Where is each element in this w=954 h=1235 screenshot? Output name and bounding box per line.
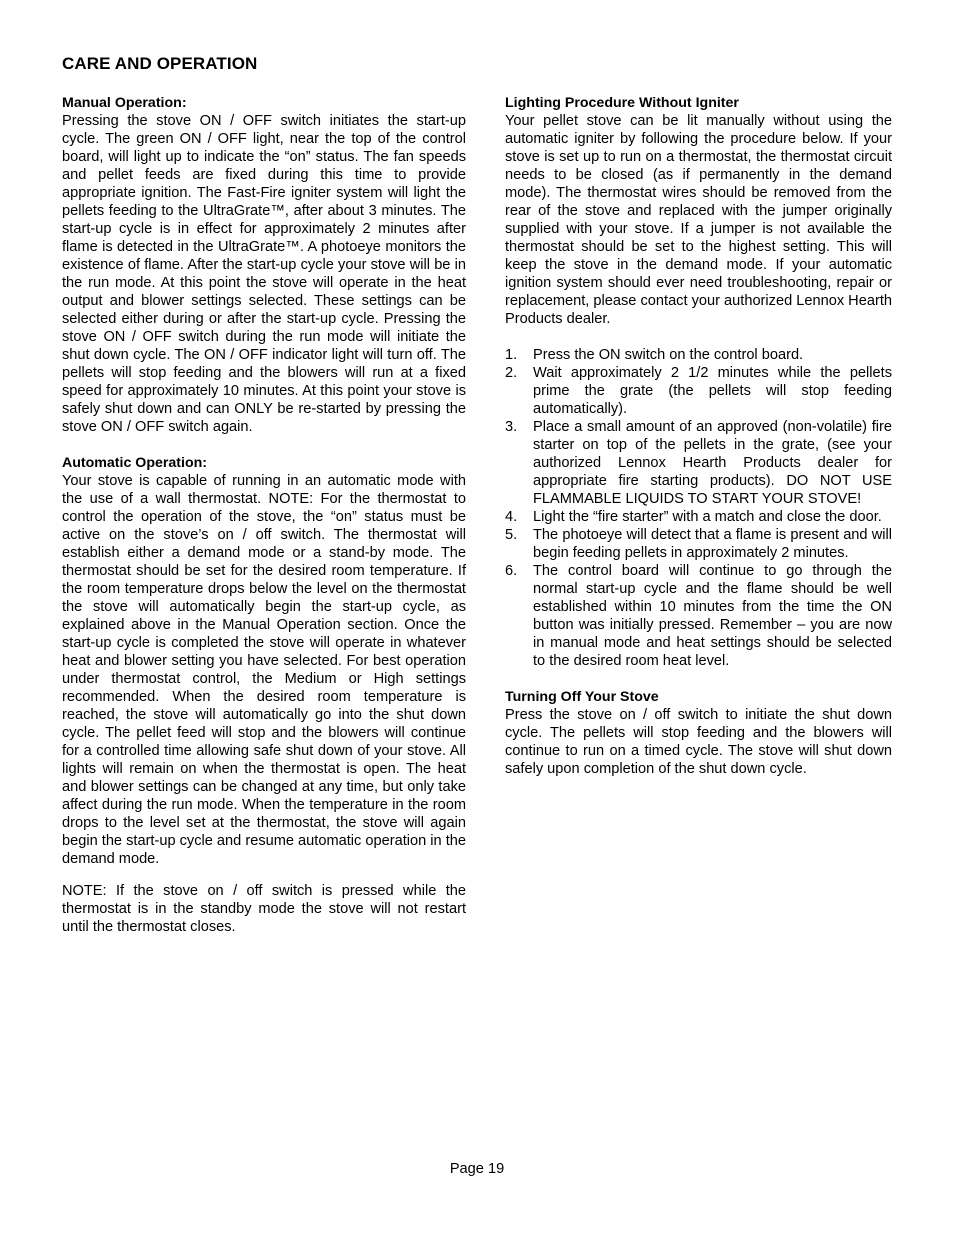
step-text: Light the “fire starter” with a match and close the door. (533, 509, 882, 525)
step-number: 4. (505, 509, 518, 525)
step-text: The control board will continue to go through the normal start-up cycle and the flame should be well established within 10 minutes from the time the ON button was initially pressed. Remember – you are now in manual mode and heat settings should be selected to the desired room heat level. (533, 563, 892, 669)
step-number: 3. (505, 419, 518, 435)
right-column (505, 94, 892, 778)
turning-off-heading: Turning Off Your Stove (505, 689, 659, 705)
lighting-procedure-text: Your pellet stove can be lit manually without using the automatic igniter by following the procedure below. If your stove is set up to run on a thermostat, the thermostat circuit needs to be closed (as if permanently in the demand mode). The thermostat wires should be removed from the rear of the stove and replaced with the jumper originally supplied with your stove. If a jumper is not available the thermostat should be set to the highest setting. This will keep the stove in the demand mode. If your automatic ignition system should ever need troubleshooting, repair or replacement, please contact your authorized Lennox Hearth Products dealer. (505, 113, 892, 327)
step-text: Press the ON switch on the control board. (533, 347, 804, 363)
lighting-steps-list (505, 346, 892, 670)
manual-operation-text: Pressing the stove ON / OFF switch initiates the start-up cycle. The green ON / OFF light, near the top of the control board, will light up to indicate the “on” status. The fan speeds and pellet feeds are fixed during this time to provide appropriate ignition. The Fast-Fire igniter system will light the pellets feeding to the UltraGrate™, after about 3 minutes. The start-up cycle is in effect for approximately 2 minutes after flame is detected in the UltraGrate™. A photoeye monitors the existence of flame. After the start-up cycle your stove will be in the run mode. At this point the stove will operate in the heat output and blower settings selected. These settings can be selected either during or after the start-up cycle. Pressing the stove ON / OFF switch during the run mode will initiate the shut down cycle. The ON / OFF indicator light will turn off. The pellets will stop feeding and the blowers will run at a fixed speed for approximately 10 minutes. At this point your stove is safely shut down and can ONLY be re-started by pressing the stove ON / OFF switch again. (62, 113, 466, 435)
list-item (505, 418, 892, 508)
turning-off-text: Press the stove on / off switch to initiate the shut down cycle. The pellets will stop feeding and the blowers will continue to run on a timed cycle. The stove will shut down safely upon completion of the shut down cycle. (505, 707, 892, 777)
list-item (505, 346, 892, 364)
list-item (505, 526, 892, 562)
step-number: 5. (505, 527, 518, 543)
step-number: 1. (505, 347, 518, 363)
left-column (62, 94, 466, 936)
step-text: The photoeye will detect that a flame is present and will begin feeding pellets in approximately 2 minutes. (533, 527, 892, 561)
standby-note: NOTE: If the stove on / off switch is pressed while the thermostat is in the standby mode the stove will not restart until the thermostat closes. (62, 883, 466, 935)
step-number: 6. (505, 563, 518, 579)
lighting-procedure-heading: Lighting Procedure Without Igniter (505, 95, 739, 111)
step-text: Wait approximately 2 1/2 minutes while the pellets prime the grate (the pellets will stop feeding automatically). (533, 365, 892, 417)
automatic-operation-heading: Automatic Operation: (62, 455, 208, 471)
page-number: Page 19 (449, 1161, 505, 1177)
list-item (505, 562, 892, 670)
manual-operation-heading: Manual Operation: (62, 95, 187, 111)
step-text: Place a small amount of an approved (non-volatile) fire starter on top of the pellets in the grate, (see your authorized Lennox Hearth Products dealer for appropriate fire starting products). DO NOT USE FLAMMABLE LIQUIDS TO START YOUR STOVE! (533, 419, 892, 507)
list-item (505, 364, 892, 418)
page-title: CARE AND OPERATION (62, 54, 258, 73)
list-item (505, 508, 892, 526)
step-number: 2. (505, 365, 518, 381)
automatic-operation-text: Your stove is capable of running in an automatic mode with the use of a wall thermostat. NOTE: For the thermostat to control the operation of the stove, the “on” status must be active on the stove’s on / off switch. The thermostat will establish either a demand mode or a stand-by mode. The thermostat should be set for the desired room temperature. If the room temperature drops below the level on the thermostat the stove will automatically begin the start-up cycle, as explained above in the Manual Operation section. Once the start-up cycle is completed the stove will operate in whatever heat and blower setting you have selected. For best operation under thermostat control, the Medium or High settings recommended. When the desired room temperature is reached, the stove will automatically go into the shut down cycle. The pellet feed will stop and the blowers will continue for a controlled time allowing safe shut down of your stove. All lights will remain on when the thermostat is open. The heat and blower settings can be changed at any time, but only take affect during the run mode. When the temperature in the room drops to the level set at the thermostat, the stove will again begin the start-up cycle and resume automatic operation in the demand mode. (62, 473, 466, 867)
